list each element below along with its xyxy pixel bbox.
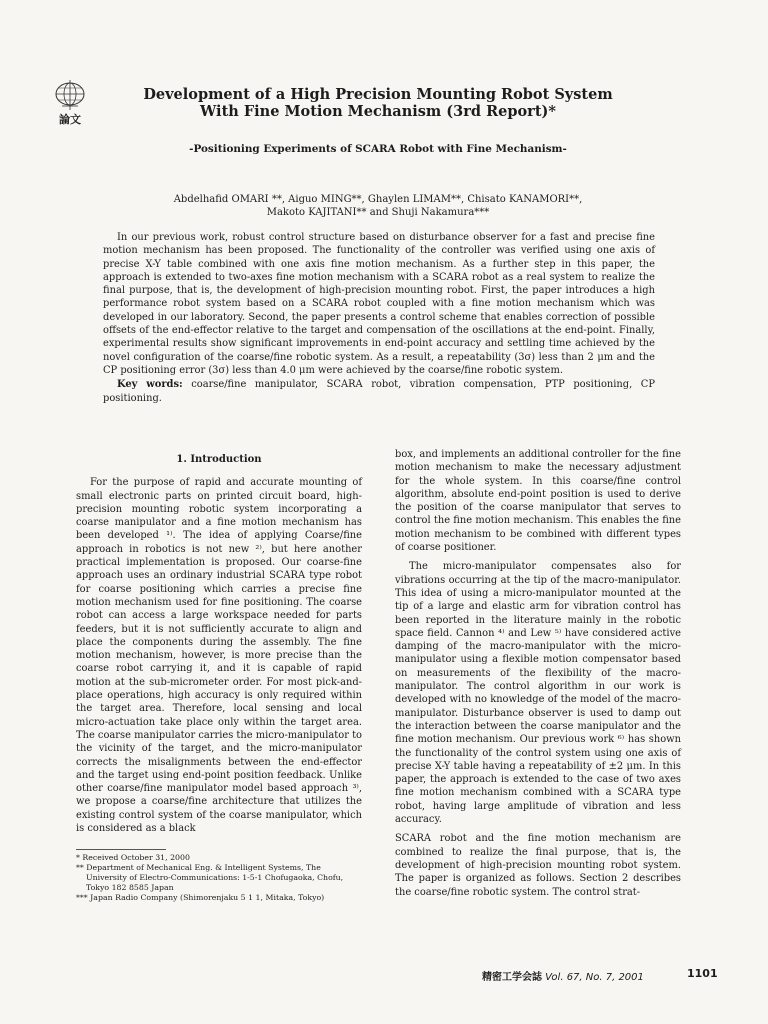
abstract [103, 231, 655, 405]
keywords-text: coarse/fine manipulator, SCARA robot, vibration compensation, PTP positioning, CP positioning. [103, 379, 656, 404]
journal-name-jp: 精密工学会誌 [482, 972, 542, 983]
abstract-text: In our previous work, robust control structure based on disturbance observer for a fast and precise fine motion mechanism has been proposed. The functionality of the controller was verified using one axis of precise X-Y table combined with one axis fine motion mechanism. As a further step in this paper, the approach is extended to two-axes fine motion mechanism with a SCARA robot as a real system to realize the final purpose, that is, the development of high-precision mounting robot. First, the paper introduces a high performance robot system based on a SCARA robot coupled with a fine motion mechanism which was developed in our laboratory. Second, the paper presents a control scheme that enables correction of possible offsets of the end-effector relative to the target and compensation of the oscillations at the end-point. Finally, experimental results show significant improvements in end-point accuracy and settling time achieved by the novel configuration of the coarse/fine robotic system. As a result, a repeatability (3σ) less than 2 μm and the CP positioning error (3σ) less than 4.0 μm were achieved by the coarse/fine robotic system. [103, 232, 655, 376]
footnote-affiliation: ** Department of Mechanical Eng. & Intelligent Systems, The University of Electro-Communications: 1-5-1 Chofugaoka, Chofu, Tokyo 182 8585 Japan [76, 863, 344, 892]
column-right [395, 448, 681, 899]
logo-icon [48, 80, 96, 132]
journal-citation [482, 968, 644, 983]
authors-line-2: Makoto KAJITANI** and Shuji Nakamura*** [266, 207, 490, 218]
journal-logo [48, 80, 96, 132]
author-list [100, 193, 656, 219]
footnote-received: * Received October 31, 2000 [76, 853, 190, 862]
journal-volume: Vol. 67, No. 7, 2001 [542, 972, 644, 983]
page-number: 1101 [687, 967, 718, 980]
section-heading-introduction: 1. Introduction [176, 454, 262, 465]
logo-text: 論文 [59, 113, 81, 126]
intro-paragraph-1: For the purpose of rapid and accurate mounting of small electronic parts on printed circuit board, high-precision mounting robotic system incorporating a coarse manipulator and a fine motion mechanism has been developed ¹⁾. The idea of applying Coarse/fine approach in robotics is not new ²⁾, but here another practical implementation is proposed. Our coarse-fine approach uses an ordinary industrial SCARA type robot for coarse positioning which carries a precise fine motion mechanism used for fine positioning. The coarse robot can access a large workspace needed for parts feeders, but it is not sufficiently accurate to align and place the components during the assembly. The fine motion mechanism, however, is more precise than the coarse robot carrying it, and it is capable of rapid motion at the sub-micrometer order. For most pick-and-place operations, high accuracy is only required within the target area. Therefore, local sensing and local micro-actuation take place only within the target area. The coarse manipulator carries the micro-manipulator to the vicinity of the target, and the micro-manipulator corrects the misalignments between the end-effector and the target using end-point position feedback. Unlike other coarse/fine manipulator model based approach ³⁾, we propose a coarse/fine architecture that utilizes the existing control system of the coarse manipulator, which is considered as a black [76, 477, 362, 835]
authors-line-1: Abdelhafid OMARI **, Aiguo MING**, Ghaylen LIMAM**, Chisato KANAMORI**, [173, 194, 583, 205]
keywords-label: Key words: [117, 379, 183, 391]
title-line-2: With Fine Motion Mechanism (3rd Report)* [200, 103, 556, 120]
intro-paragraph-3: The micro-manipulator compensates also for vibrations occurring at the tip of the macro-manipulator. This idea of using a micro-manipulator mounted at the tip of a large and elastic arm for vibration control has been reported in the literature mainly in the robotic space field. Cannon ⁴⁾ and Lew ⁵⁾ have considered active damping of the macro-manipulator with the micro-manipulator using a flexible motion compensator based on measurements of the flexibility of the macro-manipulator. The control algorithm in our work is developed with no knowledge of the model of the macro-manipulator. Disturbance observer is used to damp out the interaction between the coarse manipulator and the fine motion mechanism. Our previous work ⁶⁾ has shown the functionality of the control system using one axis of precise X-Y table having a repeatability of ±2 μm. In this paper, the approach is extended to the case of two axes fine motion mechanism combined with a SCARA type robot, having large amplitude of vibration and less accuracy. [395, 561, 681, 826]
title-line-1: Development of a High Precision Mounting Robot System [143, 86, 613, 103]
paper-subtitle: -Positioning Experiments of SCARA Robot with Fine Mechanism- [189, 143, 567, 155]
intro-paragraph-2: box, and implements an additional controller for the fine motion mechanism to make the necessary adjustment for the whole system. In this coarse/fine control algorithm, absolute end-point position is used to derive the position of the coarse manipulator that serves to control the fine motion mechanism. This enables the fine motion mechanism to be combined with different types of coarse positioner. [395, 449, 681, 554]
paper-title [100, 86, 656, 120]
footnotes [76, 853, 364, 903]
keywords [103, 378, 655, 405]
footnote-divider [76, 849, 166, 850]
intro-paragraph-4: SCARA robot and the fine motion mechanism are combined to realize the final purpose, that is, the development of high-precision mounting robot system. The paper is organized as follows. Section 2 describes the coarse/fine robotic system. The control strat- [395, 833, 681, 898]
footnote-company: *** Japan Radio Company (Shimorenjaku 5 1 1, Mitaka, Tokyo) [76, 893, 325, 902]
column-left [76, 448, 362, 835]
